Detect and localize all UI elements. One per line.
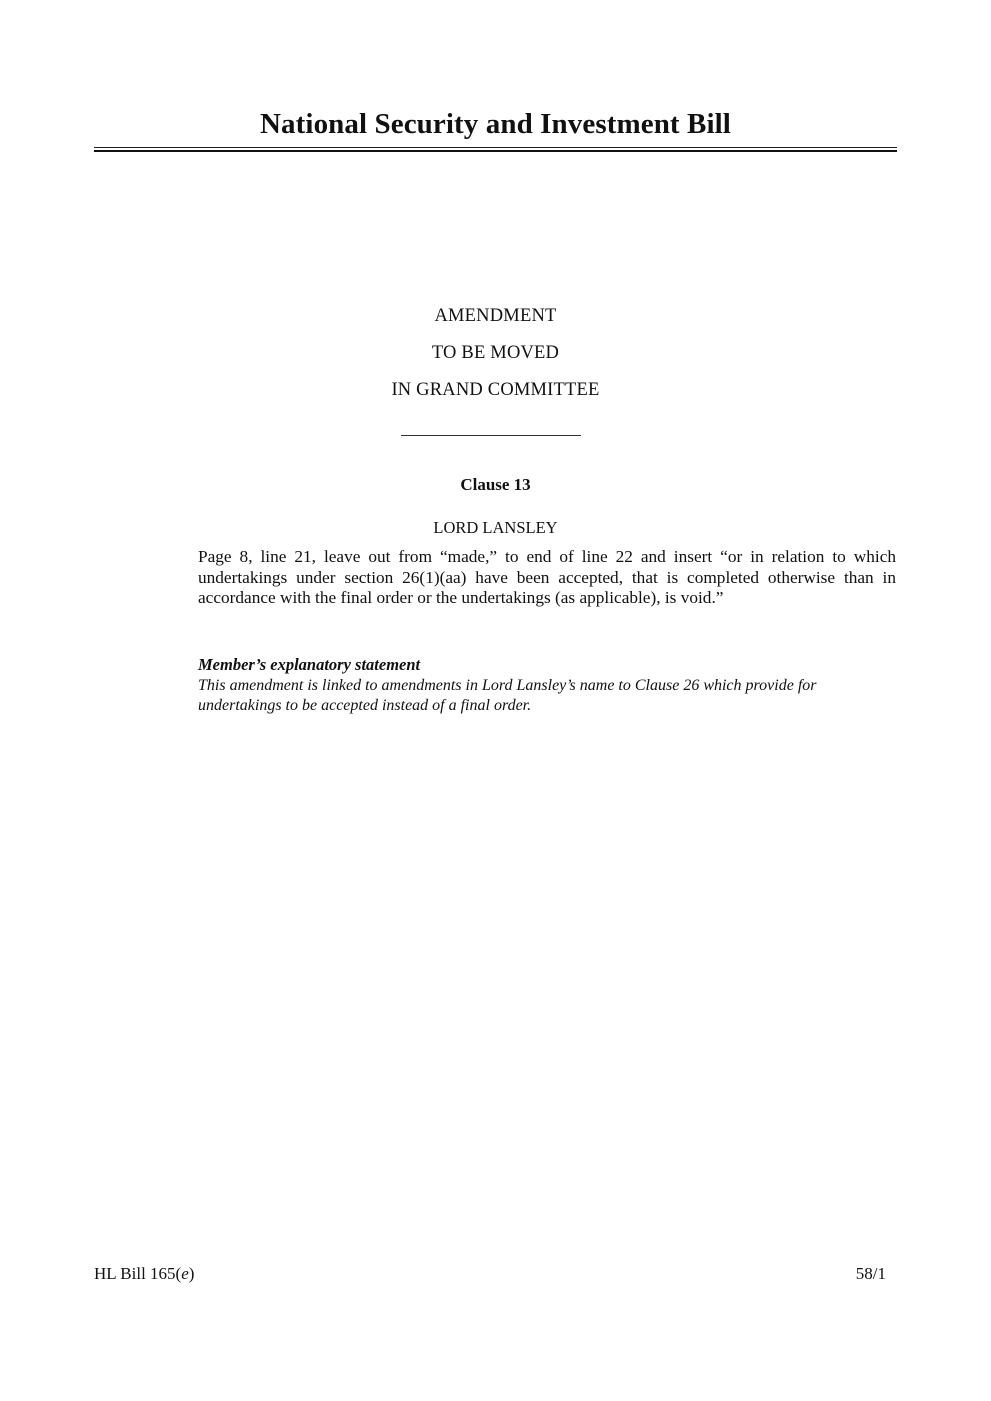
bill-suffix: ) — [188, 1264, 195, 1283]
document-title: National Security and Investment Bill — [260, 108, 731, 140]
title-rule-thick — [94, 150, 897, 152]
bill-prefix: HL Bill 165( — [94, 1264, 182, 1283]
explanatory-statement-heading: Member’s explanatory statement — [198, 655, 421, 674]
clause-heading: Clause 13 — [460, 475, 531, 494]
title-rule-thin — [94, 147, 897, 148]
bill-reference — [94, 1264, 194, 1284]
member-name: LORD LANSLEY — [433, 518, 558, 537]
page-reference: 58/1 — [855, 1264, 886, 1283]
explanatory-statement-text: This amendment is linked to amendments in Lord Lansley’s name to Clause 26 which provide for undertakings to be accepted instead of a final order. — [198, 677, 817, 714]
heading-grand-committee: IN GRAND COMMITTEE — [391, 380, 600, 400]
section-divider — [401, 435, 581, 436]
heading-amendment: AMENDMENT — [434, 306, 557, 326]
heading-to-be-moved: TO BE MOVED — [431, 343, 560, 363]
bill-session: e — [181, 1264, 189, 1283]
amendment-text: Page 8, line 21, leave out from “made,” to end of line 22 and insert “or in relation to which undertakings under section 26(1)(aa) have been accepted, that is completed otherwise than in accordance with the final order or the undertakings (as applicable), is void.” — [198, 547, 896, 607]
